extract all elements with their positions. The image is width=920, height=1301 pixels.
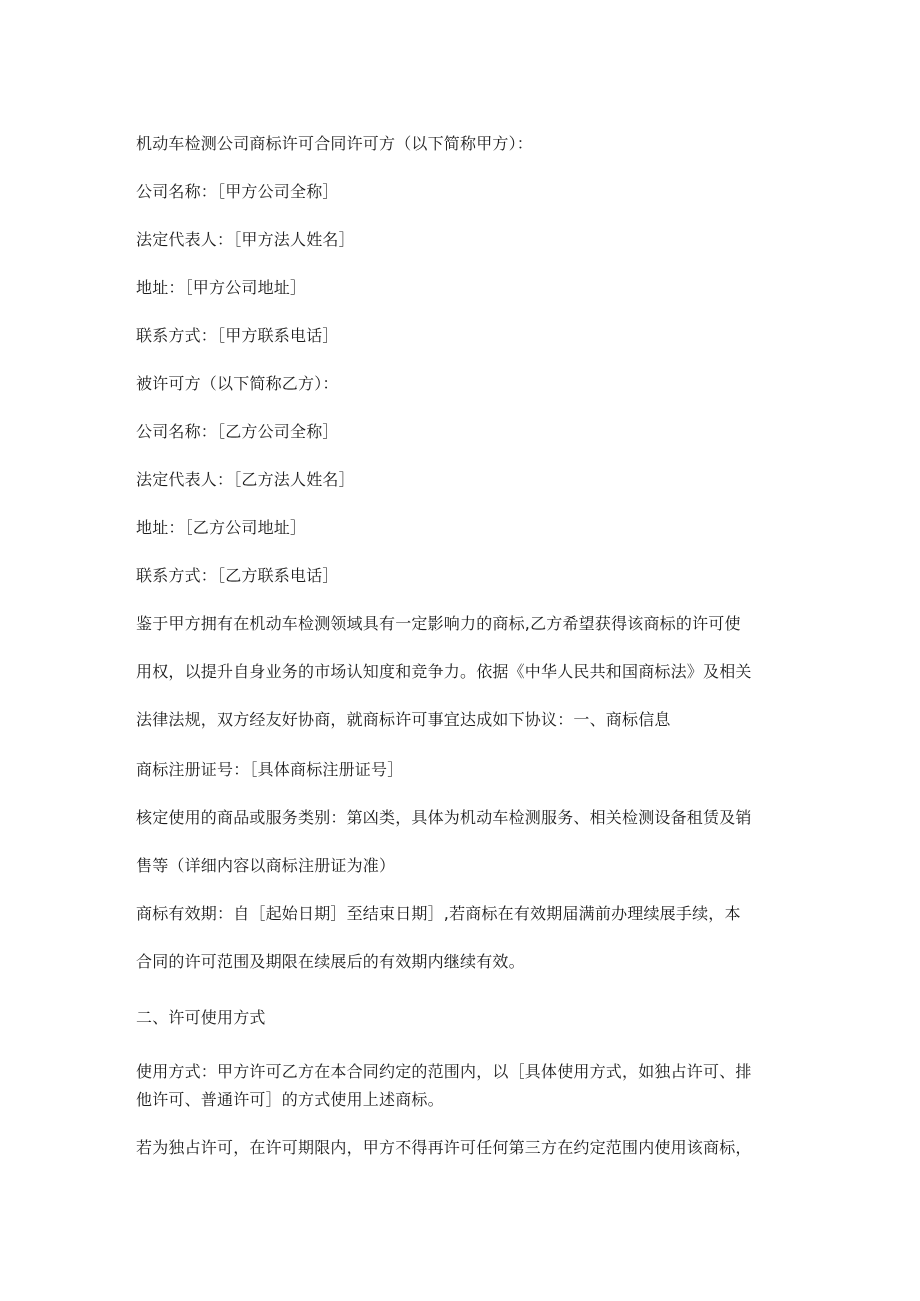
exclusive-license-line: 若为独占许可，在许可期限内，甲方不得再许可任何第三方在约定范围内使用该商标， (136, 1138, 752, 1157)
preamble-line-3: 法律法规，双方经友好协商，就商标许可事宜达成如下协议：一、商标信息 (136, 710, 671, 729)
licensee-address: 地址：［乙方公司地址］ (136, 518, 307, 537)
usage-method-line-1: 使用方式：甲方许可乙方在本合同约定的范围内，以［具体使用方式，如独占许可、排 (136, 1062, 752, 1081)
licensor-company-name: 公司名称：［甲方公司全称］ (136, 182, 339, 201)
licensor-address: 地址：［甲方公司地址］ (136, 278, 307, 297)
preamble-line-2: 用权，以提升自身业务的市场认知度和竞争力。依据《中华人民共和国商标法》及相关 (136, 662, 752, 681)
licensee-heading: 被许可方（以下简称乙方）： (136, 374, 339, 393)
trademark-registration-number: 商标注册证号：［具体商标注册证号］ (136, 760, 404, 779)
trademark-class-line-1: 核定使用的商品或服务类别：第凶类，具体为机动车检测服务、相关检测设备租赁及销 (136, 808, 752, 827)
licensee-company-name: 公司名称：［乙方公司全称］ (136, 422, 339, 441)
usage-method-line-2: 他许可、普通许可］的方式使用上述商标。 (136, 1090, 444, 1109)
contract-title-licensor-heading: 机动车检测公司商标许可合同许可方（以下简称甲方）： (136, 134, 534, 153)
licensee-contact: 联系方式：［乙方联系电话］ (136, 566, 339, 585)
section-2-heading: 二、许可使用方式 (136, 1008, 266, 1027)
trademark-validity-line-1: 商标有效期：自［起始日期］至结束日期］,若商标在有效期届满前办理续展手续，本 (136, 904, 741, 923)
licensor-contact: 联系方式：［甲方联系电话］ (136, 326, 339, 345)
licensee-legal-representative: 法定代表人：［乙方法人姓名］ (136, 470, 355, 489)
licensor-legal-representative: 法定代表人：［甲方法人姓名］ (136, 230, 355, 249)
trademark-validity-line-2: 合同的许可范围及期限在续展后的有效期内继续有效。 (136, 952, 525, 971)
preamble-line-1: 鉴于甲方拥有在机动车检测领域具有一定影响力的商标,乙方希望获得该商标的许可使 (136, 614, 741, 633)
trademark-class-line-2: 售等（详细内容以商标注册证为准） (136, 856, 396, 875)
